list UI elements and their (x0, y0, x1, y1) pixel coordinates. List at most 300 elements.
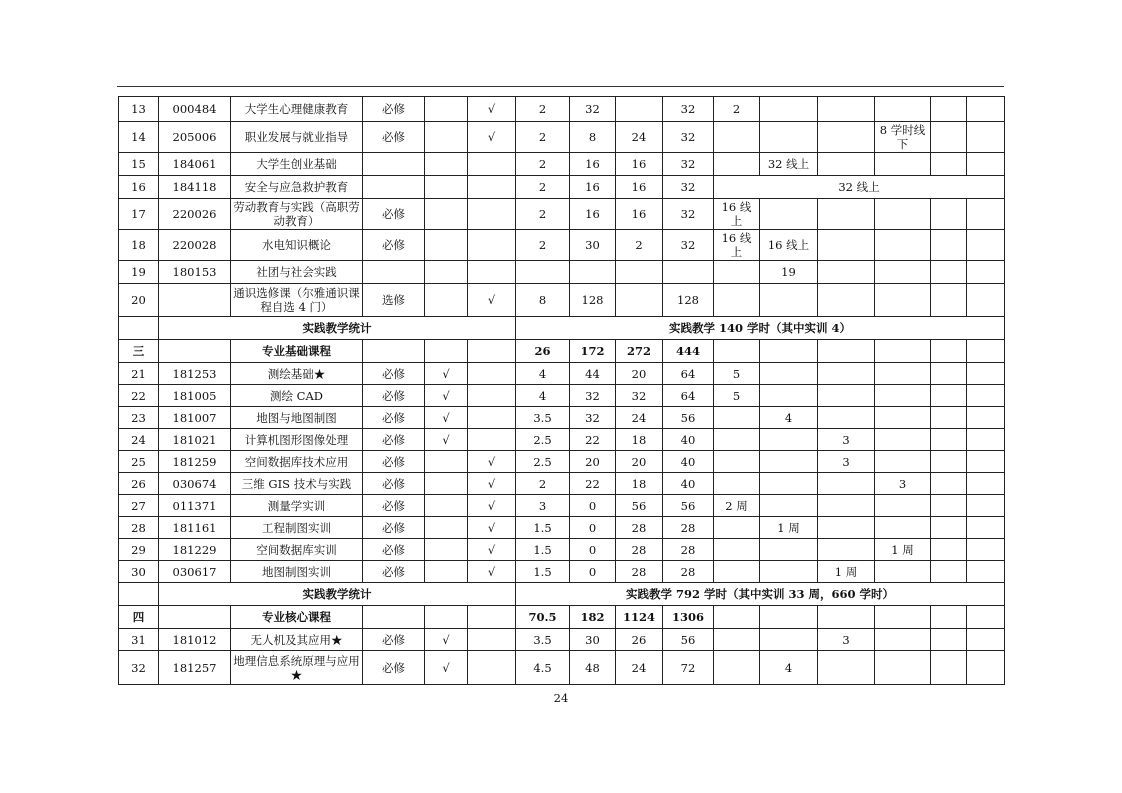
sem2-cell (760, 473, 818, 495)
exam-mark-cell (425, 97, 468, 122)
sem4-cell (875, 385, 931, 407)
sem2-cell (760, 561, 818, 583)
course-name-cell: 地图与地图制图 (231, 407, 363, 429)
table-row (119, 583, 1005, 606)
practice-hours-cell: 24 (616, 651, 663, 685)
table-cell (931, 340, 967, 363)
sem2-cell (760, 284, 818, 317)
sem5-cell (931, 122, 967, 153)
sem5-cell (931, 407, 967, 429)
theory-hours-cell: 30 (570, 230, 616, 261)
section-total-hours: 1306 (663, 606, 714, 629)
sem4-cell (875, 495, 931, 517)
practice-hours-cell: 18 (616, 429, 663, 451)
sem4-cell: 8 学时线下 (875, 122, 931, 153)
total-hours-cell: 28 (663, 561, 714, 583)
row-number-cell: 16 (119, 176, 159, 199)
sem1-cell: 5 (714, 385, 760, 407)
blank-cell (159, 340, 231, 363)
practice-hours-cell: 2 (616, 230, 663, 261)
assessment-mark-cell (468, 429, 516, 451)
practice-hours-cell: 18 (616, 473, 663, 495)
sem3-cell (818, 97, 875, 122)
exam-mark-cell (425, 451, 468, 473)
course-name-cell: 测绘基础★ (231, 363, 363, 385)
sem3-cell (818, 261, 875, 284)
sem4-cell (875, 629, 931, 651)
table-row (119, 153, 1005, 176)
total-hours-cell: 28 (663, 539, 714, 561)
theory-hours-cell: 0 (570, 495, 616, 517)
total-hours-cell: 32 (663, 230, 714, 261)
row-number-cell: 28 (119, 517, 159, 539)
total-hours-cell: 64 (663, 385, 714, 407)
page-number: 24 (553, 691, 569, 705)
row-number-cell: 24 (119, 429, 159, 451)
sem6-cell (967, 407, 1005, 429)
sem2-cell: 19 (760, 261, 818, 284)
table-row (119, 517, 1005, 539)
assessment-mark-cell: √ (468, 122, 516, 153)
sem5-cell (931, 261, 967, 284)
sem1-cell: 2 周 (714, 495, 760, 517)
course-code-cell: 181259 (159, 451, 231, 473)
course-type-cell: 必修 (363, 429, 425, 451)
table-row (119, 261, 1005, 284)
section-practice-hours: 272 (616, 340, 663, 363)
practice-hours-cell: 56 (616, 495, 663, 517)
table-cell (875, 340, 931, 363)
course-type-cell: 必修 (363, 517, 425, 539)
theory-hours-cell: 44 (570, 363, 616, 385)
sem6-cell (967, 199, 1005, 230)
theory-hours-cell: 16 (570, 199, 616, 230)
course-type-cell: 必修 (363, 495, 425, 517)
sem2-cell: 4 (760, 407, 818, 429)
course-name-cell: 通识选修课（尔雅通识课程自选 4 门） (231, 284, 363, 317)
table-cell (875, 606, 931, 629)
sem4-cell (875, 429, 931, 451)
sem2-cell: 32 线上 (760, 153, 818, 176)
course-code-cell: 220028 (159, 230, 231, 261)
course-name-cell: 计算机图形图像处理 (231, 429, 363, 451)
practice-hours-cell: 28 (616, 561, 663, 583)
assessment-mark-cell (468, 651, 516, 685)
blank-cell (119, 317, 159, 340)
table-row (119, 340, 1005, 363)
sem6-cell (967, 284, 1005, 317)
course-code-cell: 181257 (159, 651, 231, 685)
table-cell (967, 606, 1005, 629)
sem6-cell (967, 97, 1005, 122)
course-type-cell (363, 176, 425, 199)
sem5-cell (931, 153, 967, 176)
assessment-mark-cell (468, 153, 516, 176)
sem6-cell (967, 517, 1005, 539)
sem5-cell (931, 651, 967, 685)
section-number: 三 (119, 340, 159, 363)
blank-cell (159, 606, 231, 629)
sem5-cell (931, 517, 967, 539)
sem1-cell (714, 517, 760, 539)
sem4-cell (875, 97, 931, 122)
sem5-cell (931, 495, 967, 517)
sem1-cell (714, 561, 760, 583)
section-theory-hours: 182 (570, 606, 616, 629)
exam-mark-cell: √ (425, 629, 468, 651)
table-cell (363, 606, 425, 629)
practice-hours-cell: 28 (616, 517, 663, 539)
sem6-cell (967, 561, 1005, 583)
course-code-cell: 011371 (159, 495, 231, 517)
header-rule (117, 86, 1004, 87)
table-row (119, 495, 1005, 517)
sem5-cell (931, 385, 967, 407)
sem5-cell (931, 473, 967, 495)
sem3-cell (818, 153, 875, 176)
course-type-cell: 选修 (363, 284, 425, 317)
course-type-cell: 必修 (363, 122, 425, 153)
curriculum-table (118, 96, 1005, 685)
sem5-cell (931, 629, 967, 651)
sem5-cell (931, 97, 967, 122)
credits-cell: 2 (516, 473, 570, 495)
course-type-cell: 必修 (363, 651, 425, 685)
practice-hours-cell (616, 97, 663, 122)
practice-hours-cell: 16 (616, 153, 663, 176)
total-hours-cell: 32 (663, 97, 714, 122)
table-row (119, 561, 1005, 583)
total-hours-cell: 56 (663, 407, 714, 429)
sem6-cell (967, 122, 1005, 153)
sem5-cell (931, 561, 967, 583)
sem1-cell (714, 473, 760, 495)
assessment-mark-cell (468, 629, 516, 651)
summary-label: 实践教学统计 (159, 317, 516, 340)
sem2-cell (760, 539, 818, 561)
table-row (119, 651, 1005, 685)
sem6-cell (967, 230, 1005, 261)
course-name-cell: 三维 GIS 技术与实践 (231, 473, 363, 495)
course-code-cell (159, 284, 231, 317)
table-cell (931, 606, 967, 629)
theory-hours-cell: 32 (570, 385, 616, 407)
theory-hours-cell: 22 (570, 429, 616, 451)
assessment-mark-cell (468, 176, 516, 199)
sem1-cell (714, 122, 760, 153)
course-name-cell: 空间数据库技术应用 (231, 451, 363, 473)
course-type-cell: 必修 (363, 407, 425, 429)
course-name-cell: 劳动教育与实践（高职劳动教育） (231, 199, 363, 230)
credits-cell: 1.5 (516, 539, 570, 561)
row-number-cell: 30 (119, 561, 159, 583)
credits-cell: 4 (516, 385, 570, 407)
exam-mark-cell: √ (425, 363, 468, 385)
sem1-cell (714, 284, 760, 317)
sem3-cell (818, 284, 875, 317)
table-row (119, 284, 1005, 317)
course-name-cell: 工程制图实训 (231, 517, 363, 539)
sem4-cell (875, 284, 931, 317)
section-title: 专业核心课程 (231, 606, 363, 629)
exam-mark-cell (425, 261, 468, 284)
theory-hours-cell: 0 (570, 517, 616, 539)
exam-mark-cell: √ (425, 651, 468, 685)
theory-hours-cell: 16 (570, 153, 616, 176)
row-number-cell: 27 (119, 495, 159, 517)
credits-cell: 3.5 (516, 407, 570, 429)
course-type-cell (363, 261, 425, 284)
section-theory-hours: 172 (570, 340, 616, 363)
course-name-cell: 测量学实训 (231, 495, 363, 517)
table-cell (967, 340, 1005, 363)
table-cell (714, 340, 760, 363)
table-cell (818, 340, 875, 363)
assessment-mark-cell: √ (468, 451, 516, 473)
sem1-cell (714, 451, 760, 473)
course-code-cell: 030617 (159, 561, 231, 583)
credits-cell: 2 (516, 176, 570, 199)
credits-cell: 8 (516, 284, 570, 317)
sem6-cell (967, 261, 1005, 284)
assessment-mark-cell: √ (468, 517, 516, 539)
assessment-mark-cell (468, 363, 516, 385)
exam-mark-cell (425, 284, 468, 317)
section-title: 专业基础课程 (231, 340, 363, 363)
sem5-cell (931, 284, 967, 317)
course-code-cell: 181007 (159, 407, 231, 429)
sem6-cell (967, 363, 1005, 385)
sem3-cell (818, 407, 875, 429)
sem1-cell: 16 线上 (714, 230, 760, 261)
table-cell (714, 606, 760, 629)
course-type-cell: 必修 (363, 473, 425, 495)
sem5-cell (931, 429, 967, 451)
sem1-cell (714, 407, 760, 429)
total-hours-cell: 28 (663, 517, 714, 539)
exam-mark-cell (425, 176, 468, 199)
course-code-cell: 184061 (159, 153, 231, 176)
sem1-cell (714, 261, 760, 284)
exam-mark-cell: √ (425, 385, 468, 407)
sem5-cell (931, 230, 967, 261)
sem6-cell (967, 495, 1005, 517)
sem3-cell (818, 363, 875, 385)
theory-hours-cell: 8 (570, 122, 616, 153)
assessment-mark-cell (468, 199, 516, 230)
credits-cell: 2 (516, 199, 570, 230)
sem4-cell (875, 407, 931, 429)
course-code-cell: 181161 (159, 517, 231, 539)
table-cell (363, 340, 425, 363)
sem3-cell (818, 199, 875, 230)
sem1-cell: 2 (714, 97, 760, 122)
theory-hours-cell: 22 (570, 473, 616, 495)
table-cell (818, 606, 875, 629)
row-number-cell: 21 (119, 363, 159, 385)
sem4-cell (875, 153, 931, 176)
course-type-cell: 必修 (363, 561, 425, 583)
credits-cell: 3.5 (516, 629, 570, 651)
sem5-cell (931, 451, 967, 473)
sem3-cell: 3 (818, 451, 875, 473)
course-code-cell: 181012 (159, 629, 231, 651)
sem6-cell (967, 651, 1005, 685)
course-code-cell: 030674 (159, 473, 231, 495)
total-hours-cell: 40 (663, 429, 714, 451)
total-hours-cell: 72 (663, 651, 714, 685)
practice-hours-cell: 16 (616, 199, 663, 230)
course-type-cell: 必修 (363, 629, 425, 651)
practice-hours-cell: 24 (616, 122, 663, 153)
practice-hours-cell (616, 284, 663, 317)
exam-mark-cell (425, 199, 468, 230)
summary-value: 实践教学 140 学时（其中实训 4） (516, 317, 1005, 340)
total-hours-cell: 40 (663, 451, 714, 473)
assessment-mark-cell: √ (468, 495, 516, 517)
exam-mark-cell (425, 230, 468, 261)
row-number-cell: 22 (119, 385, 159, 407)
sem6-cell (967, 629, 1005, 651)
sem4-cell (875, 199, 931, 230)
sem2-cell (760, 629, 818, 651)
total-hours-cell: 32 (663, 153, 714, 176)
exam-mark-cell: √ (425, 407, 468, 429)
table-row (119, 385, 1005, 407)
table-row (119, 407, 1005, 429)
total-hours-cell: 32 (663, 122, 714, 153)
assessment-mark-cell (468, 261, 516, 284)
credits-cell: 2 (516, 230, 570, 261)
credits-cell (516, 261, 570, 284)
practice-hours-cell: 16 (616, 176, 663, 199)
total-hours-cell: 128 (663, 284, 714, 317)
assessment-mark-cell (468, 407, 516, 429)
total-hours-cell: 32 (663, 199, 714, 230)
assessment-mark-cell: √ (468, 97, 516, 122)
assessment-mark-cell: √ (468, 561, 516, 583)
course-code-cell: 181005 (159, 385, 231, 407)
row-number-cell: 13 (119, 97, 159, 122)
theory-hours-cell: 128 (570, 284, 616, 317)
table-row (119, 317, 1005, 340)
course-type-cell: 必修 (363, 199, 425, 230)
summary-value: 实践教学 792 学时（其中实训 33 周，660 学时） (516, 583, 1005, 606)
course-type-cell (363, 153, 425, 176)
course-code-cell: 181229 (159, 539, 231, 561)
table-cell (468, 606, 516, 629)
sem6-cell (967, 473, 1005, 495)
row-number-cell: 17 (119, 199, 159, 230)
exam-mark-cell (425, 122, 468, 153)
sem3-cell (818, 473, 875, 495)
theory-hours-cell: 0 (570, 561, 616, 583)
theory-hours-cell: 16 (570, 176, 616, 199)
sem4-cell (875, 561, 931, 583)
exam-mark-cell (425, 495, 468, 517)
assessment-mark-cell: √ (468, 284, 516, 317)
exam-mark-cell (425, 539, 468, 561)
section-total-hours: 444 (663, 340, 714, 363)
table-body (119, 97, 1005, 685)
table-row (119, 122, 1005, 153)
sem6-cell (967, 153, 1005, 176)
sem2-cell (760, 122, 818, 153)
sem2-cell (760, 385, 818, 407)
table-row (119, 473, 1005, 495)
sem3-cell (818, 517, 875, 539)
sem1-cell (714, 539, 760, 561)
sem1-cell (714, 629, 760, 651)
exam-mark-cell (425, 517, 468, 539)
summary-label: 实践教学统计 (159, 583, 516, 606)
table-row (119, 429, 1005, 451)
assessment-mark-cell (468, 230, 516, 261)
theory-hours-cell: 48 (570, 651, 616, 685)
sem4-cell: 3 (875, 473, 931, 495)
course-name-cell: 安全与应急救护教育 (231, 176, 363, 199)
course-type-cell: 必修 (363, 230, 425, 261)
sem5-cell (931, 539, 967, 561)
table-row (119, 176, 1005, 199)
row-number-cell: 26 (119, 473, 159, 495)
course-type-cell: 必修 (363, 385, 425, 407)
sem3-cell: 1 周 (818, 561, 875, 583)
table-row (119, 606, 1005, 629)
total-hours-cell: 40 (663, 473, 714, 495)
section-number: 四 (119, 606, 159, 629)
sem4-cell (875, 451, 931, 473)
practice-hours-cell (616, 261, 663, 284)
sem3-cell (818, 385, 875, 407)
theory-hours-cell (570, 261, 616, 284)
blank-cell (119, 583, 159, 606)
sem2-cell (760, 97, 818, 122)
course-code-cell: 180153 (159, 261, 231, 284)
practice-hours-cell: 28 (616, 539, 663, 561)
exam-mark-cell (425, 473, 468, 495)
course-code-cell: 000484 (159, 97, 231, 122)
table-cell (425, 340, 468, 363)
credits-cell: 2 (516, 153, 570, 176)
sem2-cell (760, 495, 818, 517)
course-code-cell: 184118 (159, 176, 231, 199)
row-number-cell: 29 (119, 539, 159, 561)
sem4-cell (875, 363, 931, 385)
table-row (119, 199, 1005, 230)
sem3-cell: 3 (818, 429, 875, 451)
credits-cell: 2 (516, 97, 570, 122)
theory-hours-cell: 30 (570, 629, 616, 651)
section-practice-hours: 1124 (616, 606, 663, 629)
course-code-cell: 181021 (159, 429, 231, 451)
sem3-cell: 3 (818, 629, 875, 651)
course-code-cell: 220026 (159, 199, 231, 230)
practice-hours-cell: 20 (616, 451, 663, 473)
practice-hours-cell: 24 (616, 407, 663, 429)
course-name-cell: 空间数据库实训 (231, 539, 363, 561)
total-hours-cell: 64 (663, 363, 714, 385)
table-cell (468, 340, 516, 363)
sem1-cell (714, 429, 760, 451)
row-number-cell: 14 (119, 122, 159, 153)
sem4-cell (875, 261, 931, 284)
course-type-cell: 必修 (363, 539, 425, 561)
sem1-cell: 5 (714, 363, 760, 385)
course-name-cell: 大学生创业基础 (231, 153, 363, 176)
assessment-mark-cell: √ (468, 473, 516, 495)
row-number-cell: 20 (119, 284, 159, 317)
